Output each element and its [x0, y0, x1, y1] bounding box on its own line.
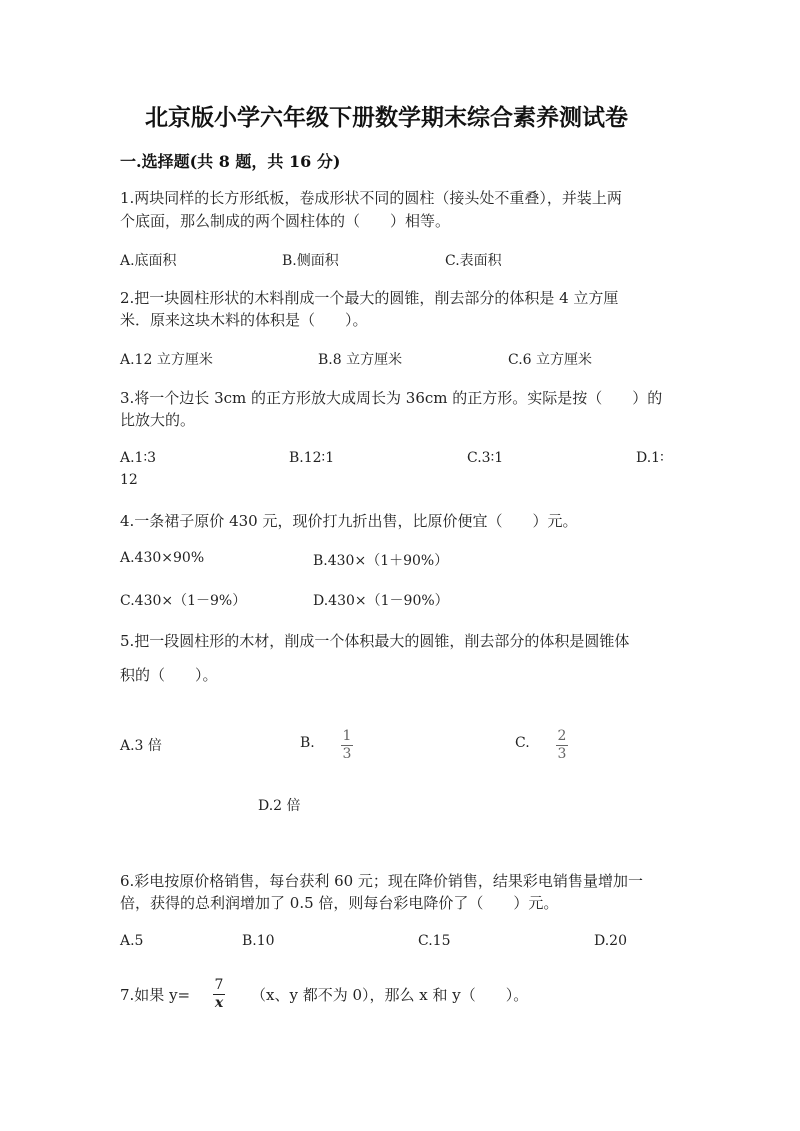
q3-option-c[interactable]: C.3∶1 [467, 450, 504, 466]
q3-text-line2: 比放大的。 [120, 411, 196, 429]
q4-option-b[interactable]: B.430×（1＋90%） [313, 553, 449, 569]
q2-option-b[interactable]: B.8 立方厘米 [318, 352, 403, 368]
q5-option-a[interactable]: A.3 倍 [120, 738, 162, 754]
section-heading: 一.选择题(共 8 题，共 16 分) [120, 152, 341, 171]
q4-option-c[interactable]: C.430×（1－9%） [120, 593, 247, 609]
fraction-denominator: 3 [557, 746, 567, 762]
q3-option-b[interactable]: B.12∶1 [289, 450, 335, 466]
q5-option-b-fraction [341, 729, 353, 762]
q6-option-a[interactable]: A.5 [120, 933, 144, 949]
q5-text-line2: 积的（ ）。 [120, 666, 218, 684]
q2-option-c[interactable]: C.6 立方厘米 [508, 352, 593, 368]
fraction-numerator: 7 [214, 977, 224, 993]
q4-option-d[interactable]: D.430×（1－90%） [313, 593, 449, 609]
fraction-denominator: x [214, 995, 224, 1011]
fraction-denominator: 3 [342, 746, 352, 762]
q3-option-d-wrap: 12 [120, 472, 138, 488]
q6-option-c[interactable]: C.15 [418, 933, 451, 949]
q4-option-a[interactable]: A.430×90% [120, 550, 205, 566]
q1-text-line2: 个底面，那么制成的两个圆柱体的（ ）相等。 [120, 212, 451, 230]
q6-text-line1: 6.彩电按原价格销售，每台获利 60 元；现在降价销售，结果彩电销售量增加一 [120, 872, 643, 890]
q3-option-a[interactable]: A.1∶3 [120, 450, 157, 466]
q6-option-b[interactable]: B.10 [242, 933, 275, 949]
q3-option-d[interactable]: D.1∶ [636, 450, 664, 466]
q7-fraction [213, 978, 225, 1011]
q4-text-line1: 4.一条裙子原价 430 元，现价打九折出售，比原价便宜（ ）元。 [120, 512, 578, 530]
q5-option-b[interactable]: B. [300, 735, 315, 751]
q1-option-c[interactable]: C.表面积 [445, 253, 502, 269]
q7-text-prefix: 7.如果 y= [120, 986, 191, 1004]
q5-option-c-fraction [556, 729, 568, 762]
fraction-numerator: 1 [342, 728, 352, 744]
q5-option-d[interactable]: D.2 倍 [258, 798, 301, 814]
q1-option-b[interactable]: B.侧面积 [282, 253, 339, 269]
q2-option-a[interactable]: A.12 立方厘米 [120, 352, 213, 368]
q1-text-line1: 1.两块同样的长方形纸板，卷成形状不同的圆柱（接头处不重叠），并装上两 [120, 189, 622, 207]
fraction-numerator: 2 [557, 728, 567, 744]
q6-text-line2: 倍，获得的总利润增加了 0.5 倍，则每台彩电降价了（ ）元。 [120, 894, 559, 912]
q3-text-line1: 3.将一个边长 3cm 的正方形放大成周长为 36cm 的正方形。实际是按（ ）的 [120, 389, 663, 407]
page-title: 北京版小学六年级下册数学期末综合素养测试卷 [145, 104, 628, 131]
q5-option-c[interactable]: C. [515, 735, 530, 751]
q2-text-line2: 米．原来这块木料的体积是（ ）。 [120, 311, 368, 329]
q5-text-line1: 5.把一段圆柱形的木材，削成一个体积最大的圆锥，削去部分的体积是圆锥体 [120, 632, 630, 650]
q1-option-a[interactable]: A.底面积 [120, 253, 177, 269]
q2-text-line1: 2.把一块圆柱形状的木料削成一个最大的圆锥，削去部分的体积是 4 立方厘 [120, 289, 619, 307]
q6-option-d[interactable]: D.20 [594, 933, 627, 949]
q7-text-suffix: （x、y 都不为 0），那么 x 和 y（ ）。 [251, 986, 529, 1004]
